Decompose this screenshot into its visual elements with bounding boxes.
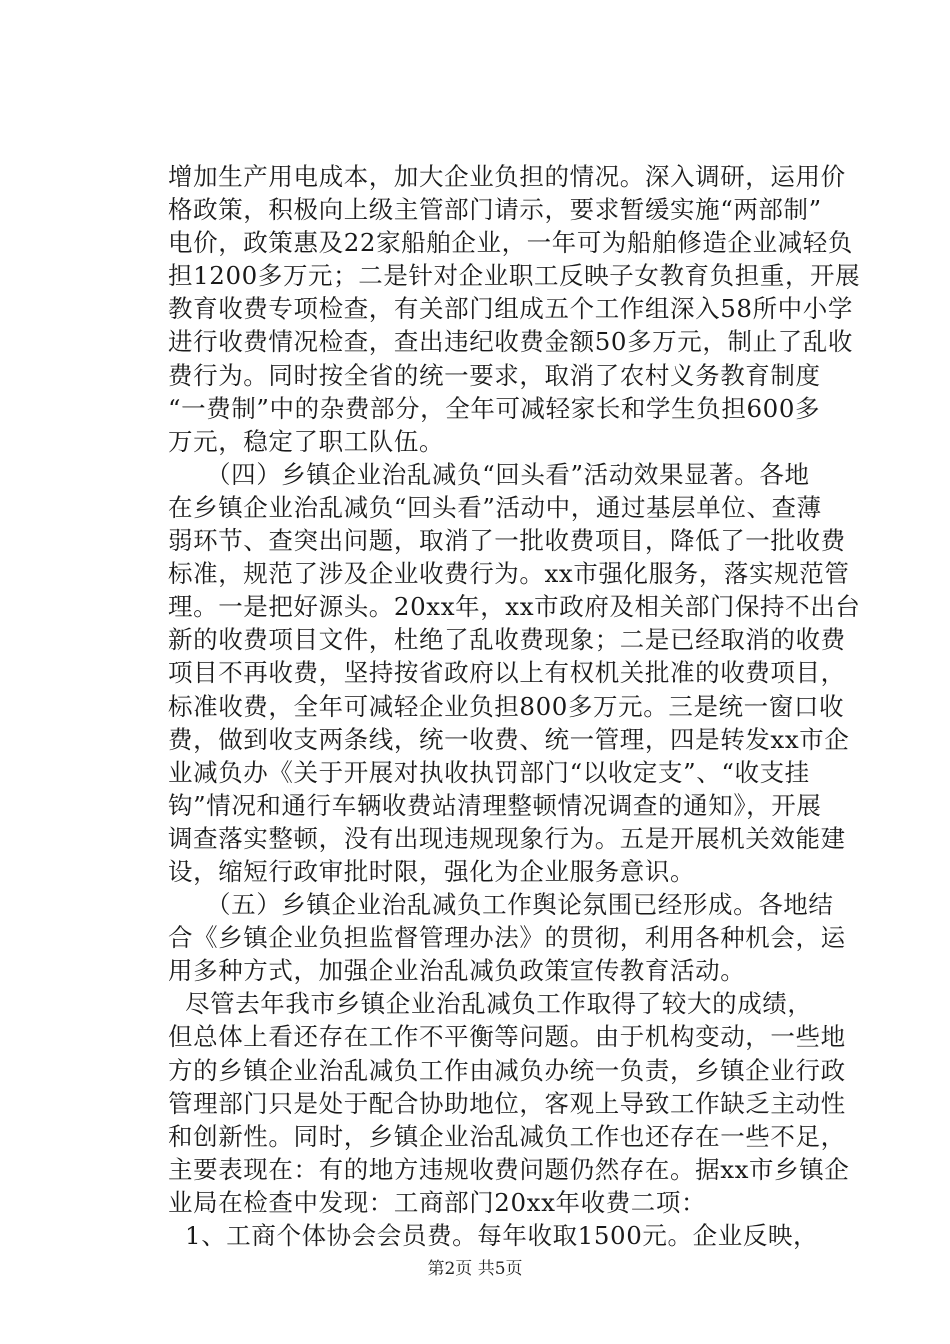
text-line: 担1200多万元；二是针对企业职工反映子女教育负担重，开展 <box>168 261 861 291</box>
text-line: 钩”情况和通行车辆收费站清理整顿情况调查的通知》，开展 <box>168 790 822 820</box>
text-line: 标准收费，全年可减轻企业负担800多万元。三是统一窗口收 <box>168 691 845 721</box>
text-line: 新的收费项目文件，杜绝了乱收费现象；二是已经取消的收费 <box>168 625 846 655</box>
text-line: 万元，稳定了职工队伍。 <box>168 426 445 456</box>
text-line: 在乡镇企业治乱减负“回头看”活动中，通过基层单位、查薄 <box>168 492 822 522</box>
list-item-line: 1、工商个体协会会员费。每年收取1500元。企业反映， <box>185 1221 819 1250</box>
text-line: 主要表现在：有的地方违规收费问题仍然存在。据xx市乡镇企 <box>168 1154 850 1184</box>
text-line: 方的乡镇企业治乱减负工作由减负办统一负责，乡镇企业行政 <box>168 1055 846 1085</box>
text-line: 管理部门只是处于配合协助地位，客观上导致工作缺乏主动性 <box>168 1088 846 1118</box>
text-line: 和创新性。同时，乡镇企业治乱减负工作也还存在一些不足， <box>168 1121 846 1151</box>
text-line: 理。一是把好源头。20xx年，xx市政府及相关部门保持不出台 <box>168 592 861 622</box>
text-line: 合《乡镇企业负担监督管理办法》的贯彻，利用各种机会，运 <box>168 923 846 953</box>
text-line: 电价，政策惠及22家船舶企业，一年可为船舶修造企业减轻负 <box>168 228 853 258</box>
section-heading-line: （四）乡镇企业治乱减负“回头看”活动效果显著。各地 <box>206 459 810 489</box>
text-line: 进行收费情况检查，查出违纪收费金额50多万元，制止了乱收 <box>168 327 853 357</box>
text-line: 业局在检查中发现：工商部门20xx年收费二项： <box>168 1187 707 1217</box>
text-line: 标准，规范了涉及企业收费行为。xx市强化服务，落实规范管 <box>168 559 850 589</box>
body-text <box>168 160 861 1252</box>
text-line: 调查落实整顿，没有出现违规现象行为。五是开展机关效能建 <box>168 823 846 853</box>
text-line: 费行为。同时按全省的统一要求，取消了农村义务教育制度 <box>168 360 821 390</box>
text-line: 设，缩短行政审批时限，强化为企业服务意识。 <box>168 856 696 886</box>
text-line: 费，做到收支两条线，统一收费、统一管理，四是转发xx市企 <box>168 724 850 754</box>
text-line: 增加生产用电成本，加大企业负担的情况。深入调研，运用价 <box>168 162 846 191</box>
text-line: 教育收费专项检查，有关部门组成五个工作组深入58所中小学 <box>168 294 853 324</box>
text-line: 项目不再收费，坚持按省政府以上有权机关批准的收费项目， <box>168 658 846 688</box>
text-line: 格政策，积极向上级主管部门请示，要求暂缓实施“两部制” <box>168 195 822 225</box>
paragraph-start-line: 尽管去年我市乡镇企业治乱减负工作取得了较大的成绩， <box>185 989 813 1019</box>
text-line: “一费制”中的杂费部分，全年可减轻家长和学生负担600多 <box>168 393 821 423</box>
page-footer <box>0 1258 950 1280</box>
page-number-label: 第2页 共5页 <box>427 1259 523 1279</box>
text-line: 业减负办《关于开展对执收执罚部门“以收定支”、“收支挂 <box>168 757 810 787</box>
text-line: 但总体上看还存在工作不平衡等问题。由于机构变动，一些地 <box>168 1022 846 1052</box>
section-heading-line: （五）乡镇企业治乱减负工作舆论氛围已经形成。各地结 <box>206 890 834 920</box>
text-line: 弱环节、查突出问题，取消了一批收费项目，降低了一批收费 <box>168 526 846 556</box>
text-line: 用多种方式，加强企业治乱减负政策宣传教育活动。 <box>168 956 746 986</box>
